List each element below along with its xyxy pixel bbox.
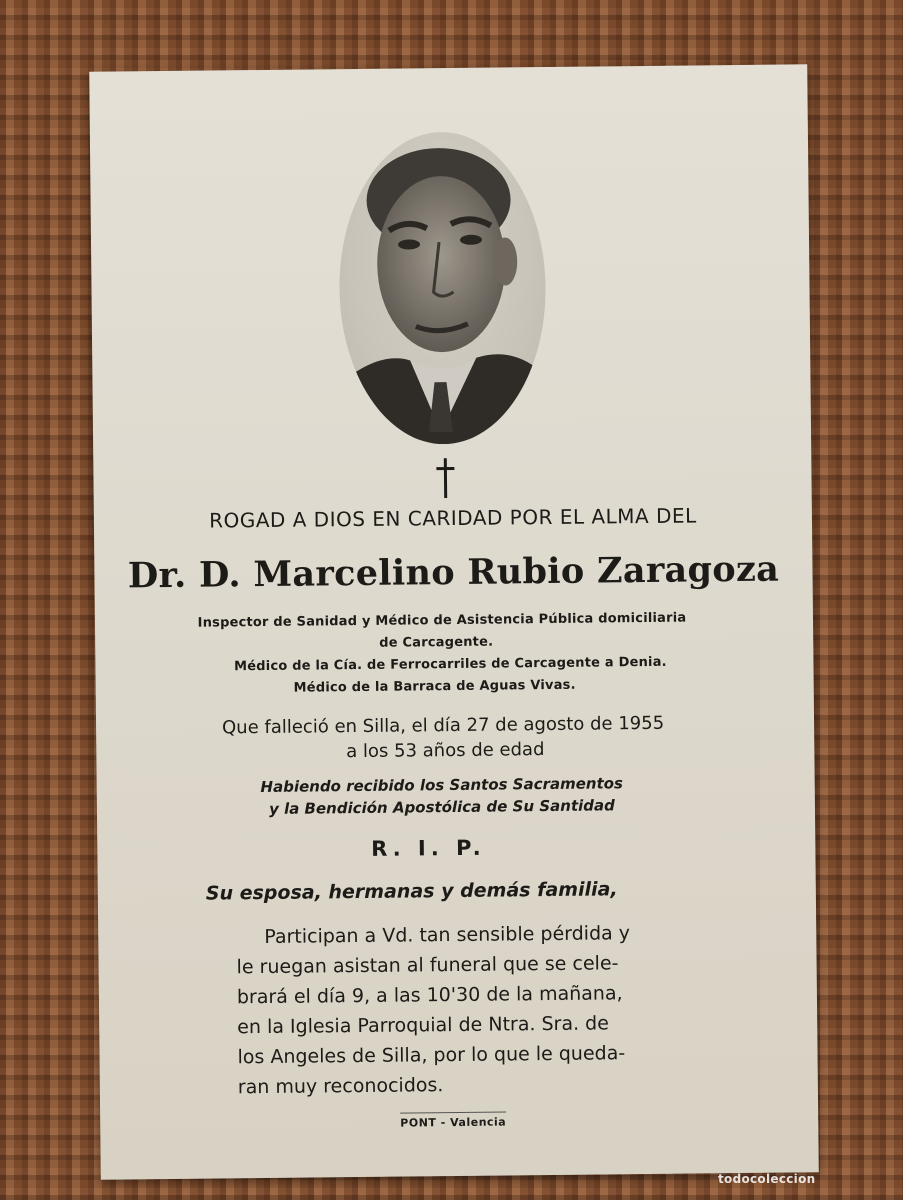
title-line: Médico de la Barraca de Aguas Vivas. [293,677,576,696]
message-line: Participan a Vd. tan sensible pérdida y [264,922,631,949]
invocation-heading: ROGAD A DIOS EN CARIDAD POR EL ALMA DEL [209,503,697,533]
message-line: le ruegan asistan al funeral que se cele- [236,952,619,979]
sacraments-line: y la Bendición Apostólica de Su Santidad [268,796,615,818]
latin-cross-icon [433,458,457,498]
message-line: en la Iglesia Parroquial de Ntra. Sra. de [237,1012,609,1039]
title-line: Inspector de Sanidad y Médico de Asistencia Pública domiciliaria [197,610,687,631]
title-line: Médico de la Cía. de Ferrocarriles de Carcagente a Denia. [234,654,667,675]
family-line: Su esposa, hermanas y demás familia, [205,878,618,905]
sacraments-line: Habiendo recibido los Santos Sacramentos [260,774,624,797]
message-line: los Angeles de Silla, por lo que le queda- [237,1042,626,1069]
age-line: a los 53 años de edad [346,739,545,763]
rip-text: R. I. P. [371,835,486,861]
watermark: todocoleccion [718,1172,816,1186]
funeral-message [236,917,768,1103]
portrait-photo [338,131,547,445]
funeral-card [89,64,819,1179]
message-line: ran muy reconocidos. [237,1074,444,1099]
printer-credit: PONT - Valencia [400,1111,506,1129]
message-line: brará el día 9, a las 10'30 de la mañana, [236,982,623,1009]
title-line: de Carcagente. [379,634,494,651]
death-date-line: Que falleció en Silla, el día 27 de agosto de 1955 [221,712,665,739]
deceased-name: Dr. D. Marcelino Rubio Zaragoza [127,548,780,597]
